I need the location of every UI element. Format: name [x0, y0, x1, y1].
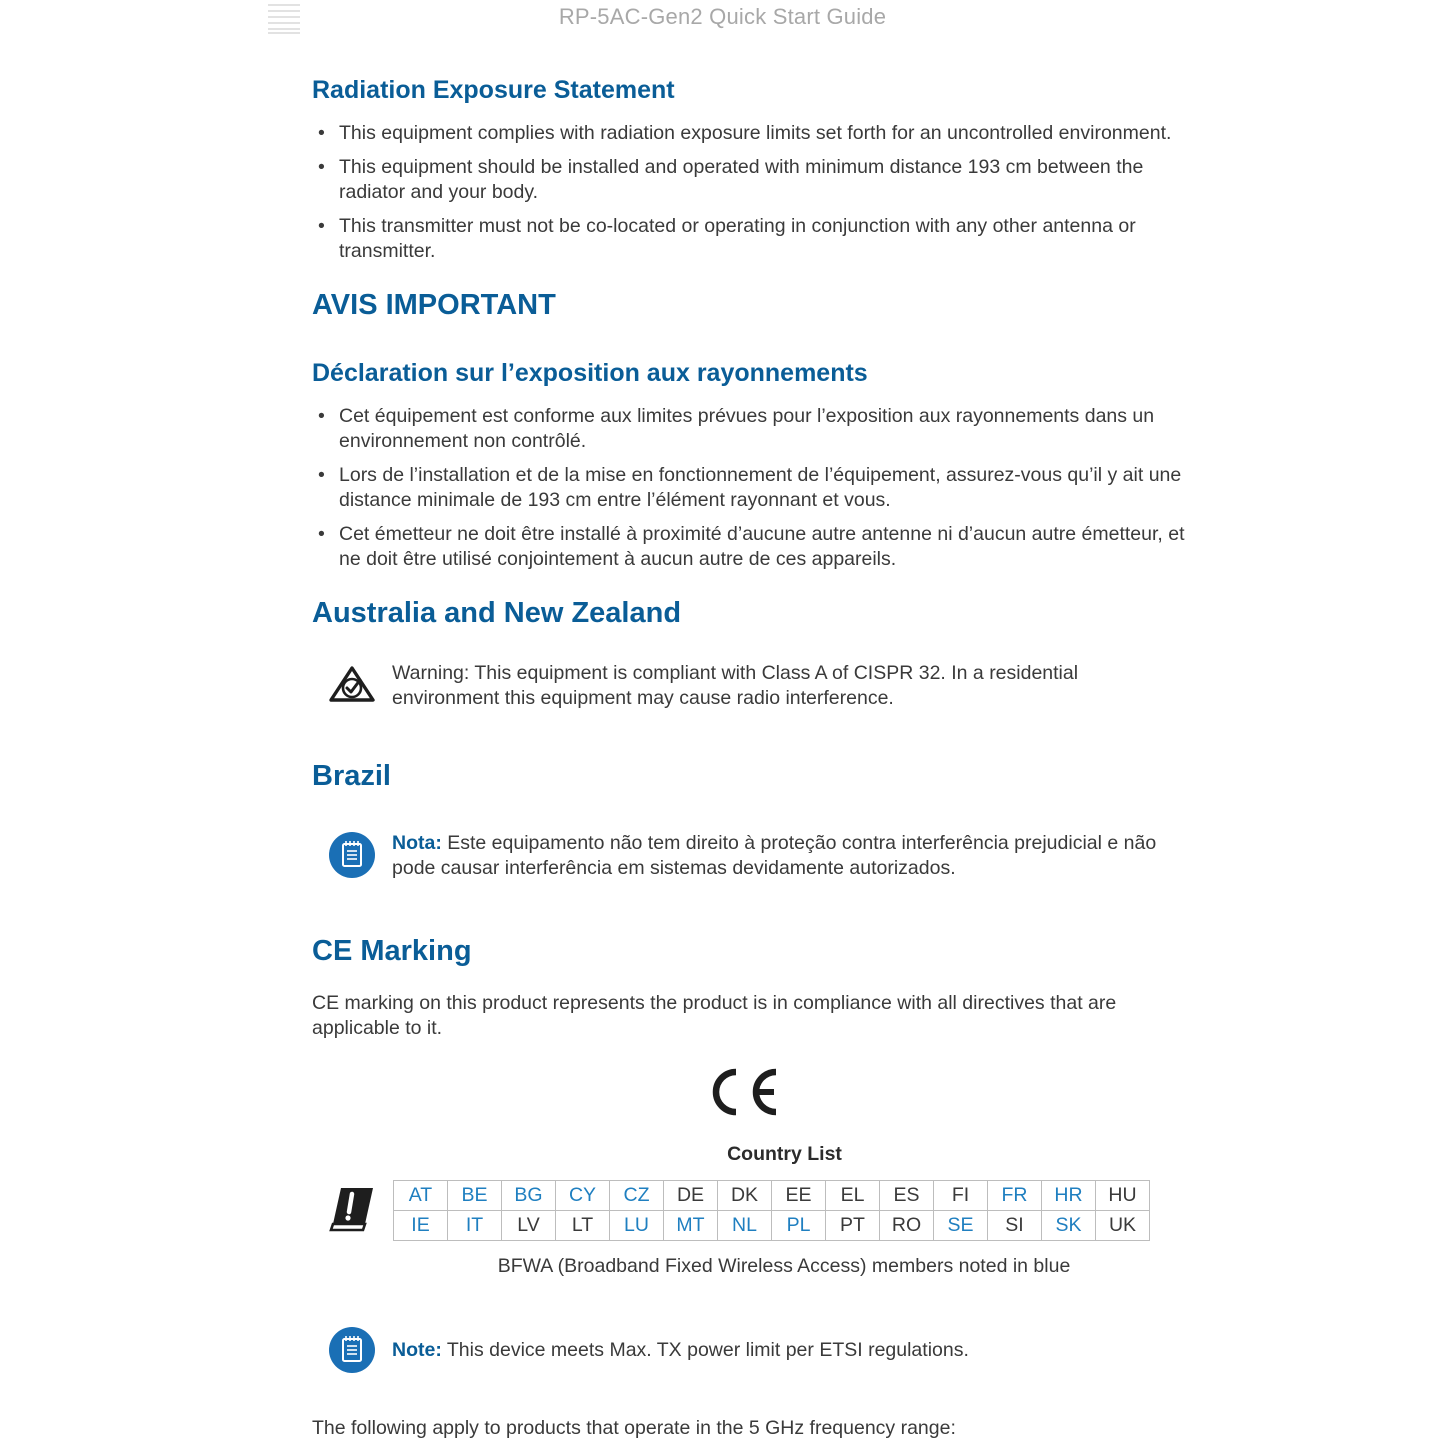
- list-item: • Lors de l’installation et de la mise en fonctionnement de l’équipement, assurez-vous qu’il y ait une distance minimale de 193 cm entre l’élément rayonnant et vous.: [316, 463, 1196, 513]
- country-list-table: [393, 1180, 1150, 1241]
- country-cell: PT: [826, 1211, 880, 1241]
- brazil-note-text: [392, 831, 1182, 881]
- frequency-range-text: The following apply to products that operate in the 5 GHz frequency range:: [312, 1417, 956, 1439]
- radiation-bullet-list: [316, 121, 1196, 273]
- etsi-note-text: [392, 1338, 1182, 1363]
- page-header-title: RP-5AC-Gen2 Quick Start Guide: [558, 4, 887, 29]
- note-label: Note:: [392, 1339, 442, 1361]
- ce-mark-icon: [706, 1066, 780, 1118]
- country-cell: LT: [556, 1211, 610, 1241]
- country-cell: FR: [988, 1181, 1042, 1211]
- note-body: This device meets Max. TX power limit per ETSI regulations.: [441, 1339, 969, 1361]
- country-cell: SK: [1042, 1211, 1096, 1241]
- note-body: Este equipamento não tem direito à proteção contra interferência prejudicial e não pode causar interferência em sistemas devidamente autorizados.: [392, 832, 1157, 879]
- country-cell: ES: [880, 1181, 934, 1211]
- list-item: • This equipment should be installed and operated with minimum distance 193 cm between the radiator and your body.: [316, 155, 1196, 205]
- country-cell: DE: [664, 1181, 718, 1211]
- country-cell: HU: [1096, 1181, 1150, 1211]
- country-cell: NL: [718, 1211, 772, 1241]
- warning-book-icon: [327, 1184, 377, 1232]
- note-icon: [328, 1326, 376, 1374]
- rcm-compliance-mark-icon: [327, 664, 377, 706]
- australia-warning-text: Warning: This equipment is compliant with Class A of CISPR 32. In a residential environment this equipment may cause radio interference.: [392, 662, 1079, 709]
- table-row: [394, 1211, 1150, 1241]
- ce-marking-description: CE marking on this product represents the product is in compliance with all directives that are applicable to it.: [312, 992, 1117, 1039]
- country-cell: LV: [502, 1211, 556, 1241]
- table-row: [394, 1181, 1150, 1211]
- australia-nz-heading: Australia and New Zealand: [312, 597, 682, 629]
- country-cell: FI: [934, 1181, 988, 1211]
- country-cell: BE: [448, 1181, 502, 1211]
- country-cell: EE: [772, 1181, 826, 1211]
- country-cell: CZ: [610, 1181, 664, 1211]
- list-item: • Cet émetteur ne doit être installé à proximité d’aucune autre antenne ni d’aucun autre émetteur, et ne doit être utilisé conjointement à aucun autre de ces appareils.: [316, 522, 1196, 572]
- declaration-heading: Déclaration sur l’exposition aux rayonnements: [312, 359, 868, 387]
- country-cell: LU: [610, 1211, 664, 1241]
- country-cell: BG: [502, 1181, 556, 1211]
- country-cell: EL: [826, 1181, 880, 1211]
- list-item: • This equipment complies with radiation exposure limits set forth for an uncontrolled environment.: [316, 121, 1196, 146]
- country-cell: PL: [772, 1211, 826, 1241]
- country-cell: MT: [664, 1211, 718, 1241]
- country-cell: IT: [448, 1211, 502, 1241]
- country-table-caption: BFWA (Broadband Fixed Wireless Access) members noted in blue: [497, 1255, 1071, 1277]
- country-cell: SI: [988, 1211, 1042, 1241]
- brazil-heading: Brazil: [312, 760, 391, 792]
- declaration-bullet-list: [316, 404, 1196, 581]
- note-icon: [328, 831, 376, 879]
- country-cell: RO: [880, 1211, 934, 1241]
- list-item: • This transmitter must not be co-located or operating in conjunction with any other antenna or transmitter.: [316, 214, 1196, 264]
- country-list-title: Country List: [727, 1143, 842, 1165]
- ce-marking-heading: CE Marking: [312, 935, 472, 967]
- country-cell: AT: [394, 1181, 448, 1211]
- country-cell: HR: [1042, 1181, 1096, 1211]
- country-cell: IE: [394, 1211, 448, 1241]
- country-cell: DK: [718, 1181, 772, 1211]
- country-cell: UK: [1096, 1211, 1150, 1241]
- country-cell: CY: [556, 1181, 610, 1211]
- country-cell: SE: [934, 1211, 988, 1241]
- avis-important-heading: AVIS IMPORTANT: [312, 289, 556, 321]
- radiation-exposure-heading: Radiation Exposure Statement: [312, 76, 675, 104]
- list-item: • Cet équipement est conforme aux limites prévues pour l’exposition aux rayonnements dans un environnement non contrôlé.: [316, 404, 1196, 454]
- note-label: Nota:: [392, 832, 442, 854]
